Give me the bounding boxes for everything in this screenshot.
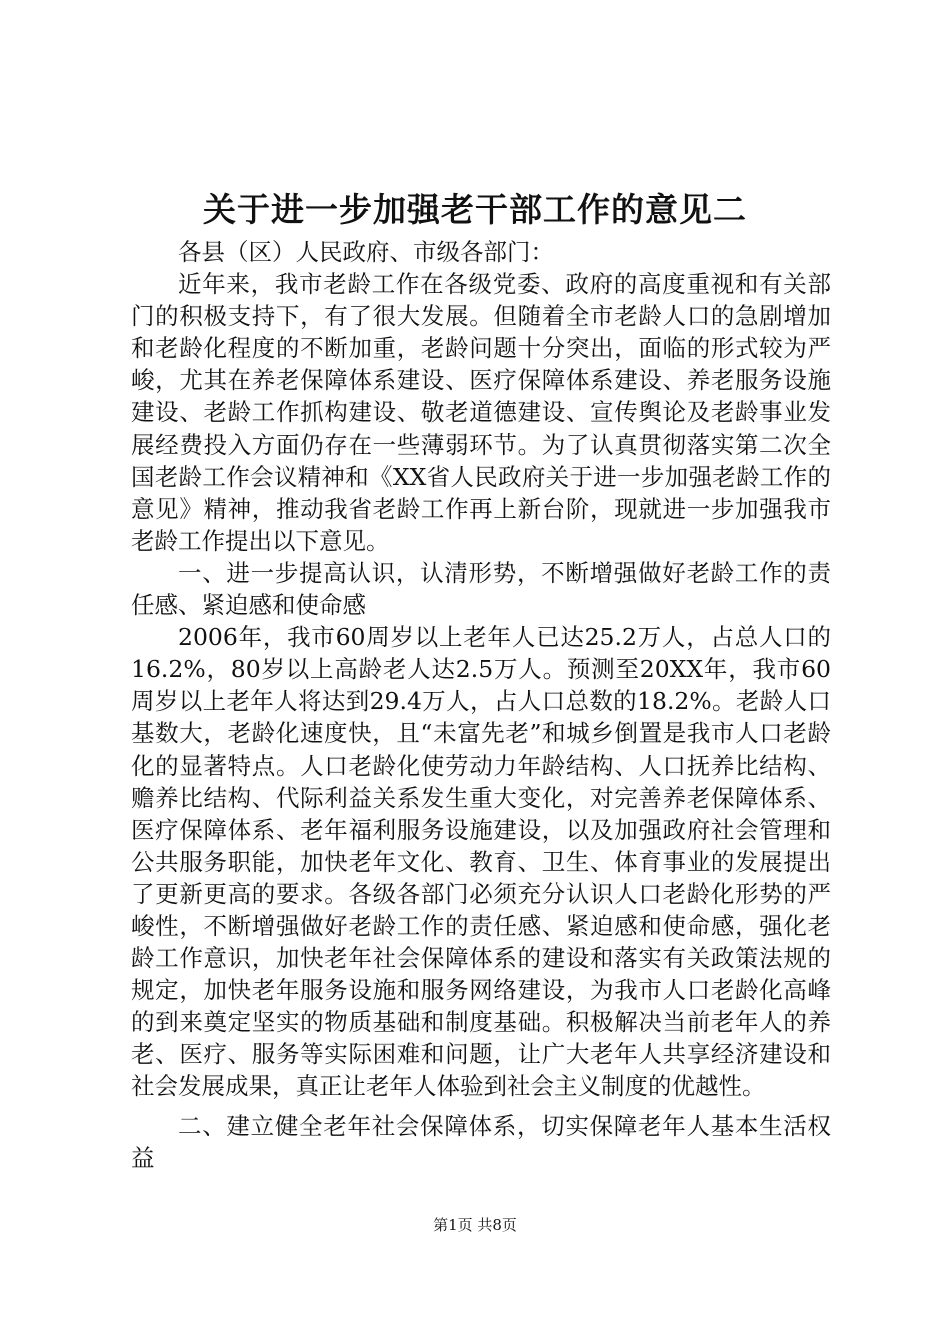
intro-paragraph: 近年来，我市老龄工作在各级党委、政府的高度重视和有关部门的积极支持下，有了很大发展。但随着全市老龄人口的急剧增加和老龄化程度的不断加重，老龄问题十分突出，面临的形式较为严峻，尤其在养老保障体系建设、医疗保障体系建设、养老服务设施建设、老龄工作抓构建设、敬老道德建设、宣传舆论及老龄事业发展经费投入方面仍存在一些薄弱环节。为了认真贯彻落实第二次全国老龄工作会议精神和《XX省人民政府关于进一步加强老龄工作的意见》精神，推动我省老龄工作再上新台阶，现就进一步加强我市老龄工作提出以下意见。 bbox=[131, 270, 831, 555]
section-heading-1: 一、进一步提高认识，认清形势，不断增强做好老龄工作的责任感、紧迫感和使命感 bbox=[131, 558, 831, 620]
page-footer: 第1页 共8页 bbox=[433, 1216, 517, 1234]
document-title: 关于进一步加强老干部工作的意见二 bbox=[203, 190, 747, 229]
section-1-paragraph: 2006年，我市60周岁以上老年人已达25.2万人，占总人口的16.2%，80岁以上高龄老人达2.5万人。预测至20XX年，我市60周岁以上老年人将达到29.4万人，占人口总数的18.2%。老龄人口基数大，老龄化速度快，且“未富先老”和城乡倒置是我市人口老龄化的显著特点。人口老龄化使劳动力年龄结构、人口抚养比结构、赡养比结构、代际利益关系发生重大变化，对完善养老保障体系、医疗保障体系、老年福利服务设施建设，以及加强政府社会管理和公共服务职能，加快老年文化、教育、卫生、体育事业的发展提出了更新更高的要求。各级各部门必须充分认识人口老龄化形势的严峻性，不断增强做好老龄工作的责任感、紧迫感和使命感，强化老龄工作意识，加快老年社会保障体系的建设和落实有关政策法规的规定，加快老年服务设施和服务网络建设，为我市人口老龄化高峰的到来奠定坚实的物质基础和制度基础。积极解决当前老年人的养老、医疗、服务等实际困难和问题，让广大老年人共享经济建设和社会发展成果，真正让老年人体验到社会主义制度的优越性。 bbox=[131, 623, 831, 1101]
salutation-paragraph: 各县（区）人民政府、市级各部门： bbox=[178, 238, 554, 266]
document-body bbox=[131, 236, 831, 1174]
section-heading-2: 二、建立健全老年社会保障体系，切实保障老年人基本生活权益 bbox=[131, 1111, 831, 1172]
